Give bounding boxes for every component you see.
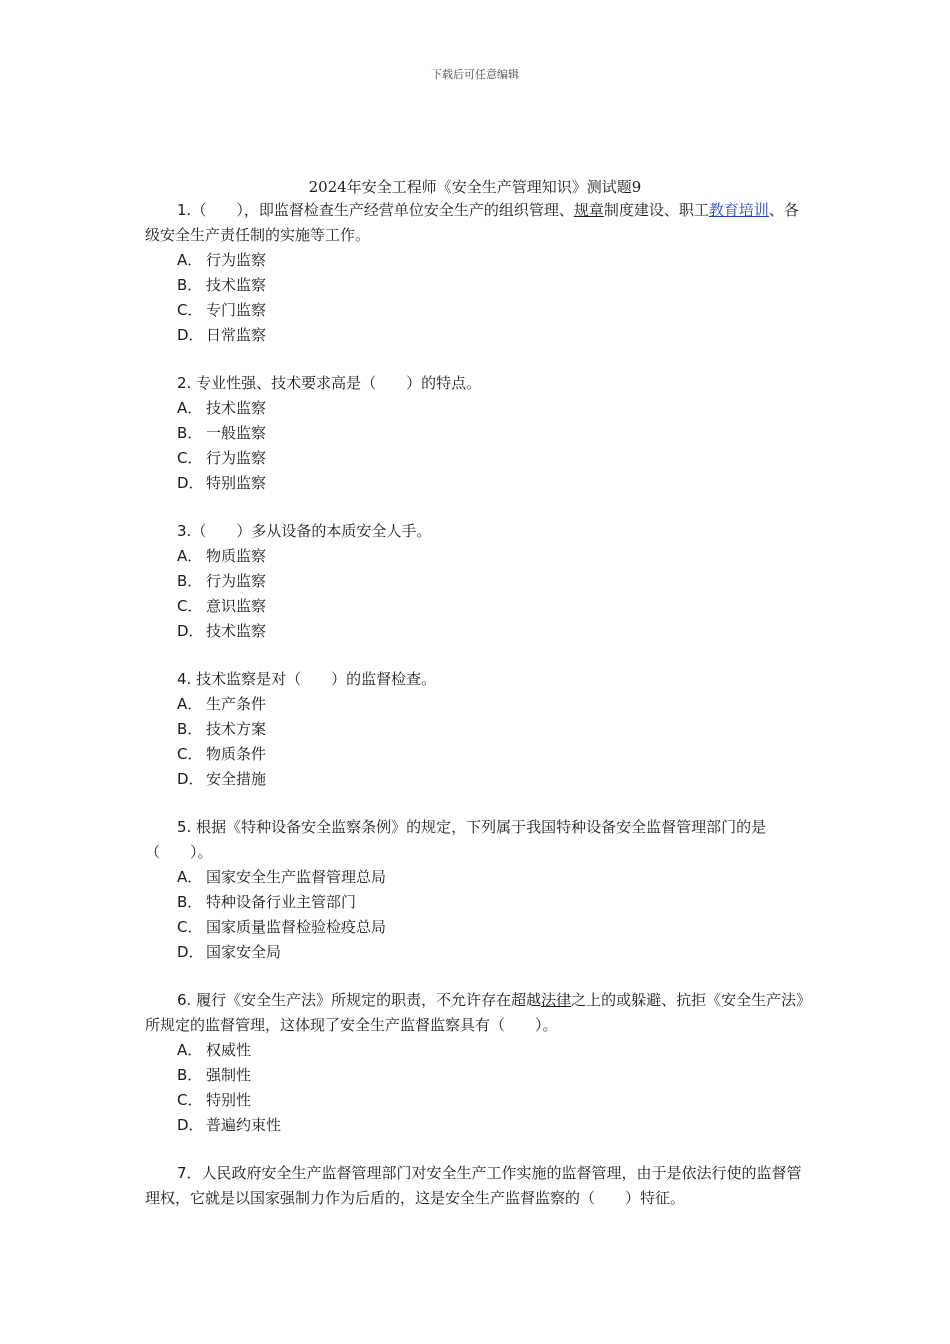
question-1 [145, 198, 807, 348]
question-7 [145, 1161, 807, 1211]
option-letter: D． [177, 622, 204, 640]
question-stem [145, 371, 807, 396]
option-text: 行为监察 [206, 572, 267, 590]
option-text: 物质条件 [206, 745, 267, 763]
question-text: （ ），即监督检查生产经营单位安全生产的组织管理、 [191, 201, 574, 219]
option-b [145, 569, 807, 594]
question-2 [145, 371, 807, 496]
question-stem [145, 815, 807, 865]
option-d [145, 1113, 807, 1138]
question-stem [145, 667, 807, 692]
option-c [145, 742, 807, 767]
question-text: （ ）多从设备的本质安全人手。 [191, 522, 432, 540]
option-letter: D． [177, 326, 204, 344]
question-number: 4. [177, 670, 192, 688]
question-text: 制度建设、职工 [603, 201, 709, 219]
option-d [145, 767, 807, 792]
option-letter: C． [177, 918, 203, 936]
question-4 [145, 667, 807, 792]
option-text: 特别性 [206, 1091, 252, 1109]
option-text: 普遍约束性 [206, 1116, 282, 1134]
question-text: 、各级安全生产责任制的实施等工作。 [145, 201, 799, 244]
option-letter: A． [177, 399, 203, 417]
option-a [145, 692, 807, 717]
option-c [145, 915, 807, 940]
option-text: 国家安全生产监督管理总局 [206, 868, 387, 886]
option-a [145, 396, 807, 421]
option-a [145, 1038, 807, 1063]
option-text: 行为监察 [206, 251, 267, 269]
option-text: 意识监察 [206, 597, 267, 615]
option-text: 国家安全局 [206, 943, 282, 961]
option-text: 物质监察 [206, 547, 267, 565]
option-text: 权威性 [206, 1041, 252, 1059]
question-number: 1. [177, 201, 192, 219]
option-c [145, 1088, 807, 1113]
option-text: 技术监察 [206, 622, 267, 640]
option-letter: B． [177, 893, 203, 911]
option-d [145, 471, 807, 496]
question-text: 技术监察是对（ ）的监督检查。 [196, 670, 437, 688]
question-number: 5. [177, 818, 192, 836]
option-c [145, 298, 807, 323]
option-letter: B． [177, 1066, 203, 1084]
question-text: 履行《安全生产法》所规定的职责，不允许存在超越 [196, 991, 542, 1009]
option-text: 特种设备行业主管部门 [206, 893, 357, 911]
underlined-term: 法律 [541, 991, 572, 1009]
question-list [145, 198, 807, 1234]
option-letter: B． [177, 424, 203, 442]
option-text: 生产条件 [206, 695, 267, 713]
option-text: 技术监察 [206, 276, 267, 294]
option-text: 一般监察 [206, 424, 267, 442]
education-training-link[interactable]: 教育培训 [708, 201, 769, 219]
option-text: 特别监察 [206, 474, 267, 492]
question-text: 根据《特种设备安全监察条例》的规定，下列属于我国特种设备安全监督管理部门的是（ ）。 [145, 818, 767, 861]
question-number: 3. [177, 522, 192, 540]
option-a [145, 544, 807, 569]
document-title: 2024年安全工程师《安全生产管理知识》测试题9 [308, 178, 642, 196]
option-letter: B． [177, 720, 203, 738]
option-letter: C． [177, 449, 203, 467]
option-text: 国家质量监督检验检疫总局 [206, 918, 387, 936]
option-letter: D． [177, 943, 204, 961]
option-text: 技术监察 [206, 399, 267, 417]
option-letter: D． [177, 1116, 204, 1134]
question-3 [145, 519, 807, 644]
question-text: 人民政府安全生产监督管理部门对安全生产工作实施的监督管理，由于是依法行使的监督管理权，它就是以国家强制力作为后盾的，这是安全生产监督监察的（ ）特征。 [145, 1164, 802, 1207]
option-letter: A． [177, 547, 203, 565]
underlined-term: 规章 [573, 201, 604, 219]
page-header-note: 下载后可任意编辑 [431, 68, 519, 81]
option-letter: C． [177, 1091, 203, 1109]
option-c [145, 594, 807, 619]
option-b [145, 1063, 807, 1088]
question-stem [145, 519, 807, 544]
option-d [145, 619, 807, 644]
question-6 [145, 988, 807, 1138]
option-letter: A． [177, 695, 203, 713]
option-b [145, 273, 807, 298]
option-text: 强制性 [206, 1066, 252, 1084]
option-letter: A． [177, 868, 203, 886]
option-a [145, 865, 807, 890]
option-text: 技术方案 [206, 720, 267, 738]
option-b [145, 421, 807, 446]
question-number: 2. [177, 374, 192, 392]
option-letter: B． [177, 572, 203, 590]
question-text: 之上的或躲避、抗拒《安全生产法》所规定的监督管理，这体现了安全生产监督监察具有（ ）。 [145, 991, 804, 1034]
question-stem [145, 988, 807, 1038]
option-letter: C． [177, 301, 203, 319]
option-text: 日常监察 [206, 326, 267, 344]
option-text: 专门监察 [206, 301, 267, 319]
question-5 [145, 815, 807, 965]
question-text: 专业性强、技术要求高是（ ）的特点。 [196, 374, 482, 392]
question-number: 7． [177, 1164, 202, 1182]
option-letter: C． [177, 745, 203, 763]
option-c [145, 446, 807, 471]
option-text: 安全措施 [206, 770, 267, 788]
question-number: 6. [177, 991, 192, 1009]
option-a [145, 248, 807, 273]
question-stem [145, 198, 807, 248]
option-d [145, 323, 807, 348]
option-letter: C． [177, 597, 203, 615]
option-letter: B． [177, 276, 203, 294]
option-text: 行为监察 [206, 449, 267, 467]
option-letter: A． [177, 1041, 203, 1059]
option-letter: A． [177, 251, 203, 269]
option-letter: D． [177, 474, 204, 492]
option-b [145, 890, 807, 915]
option-b [145, 717, 807, 742]
option-letter: D． [177, 770, 204, 788]
question-stem [145, 1161, 807, 1211]
option-d [145, 940, 807, 965]
